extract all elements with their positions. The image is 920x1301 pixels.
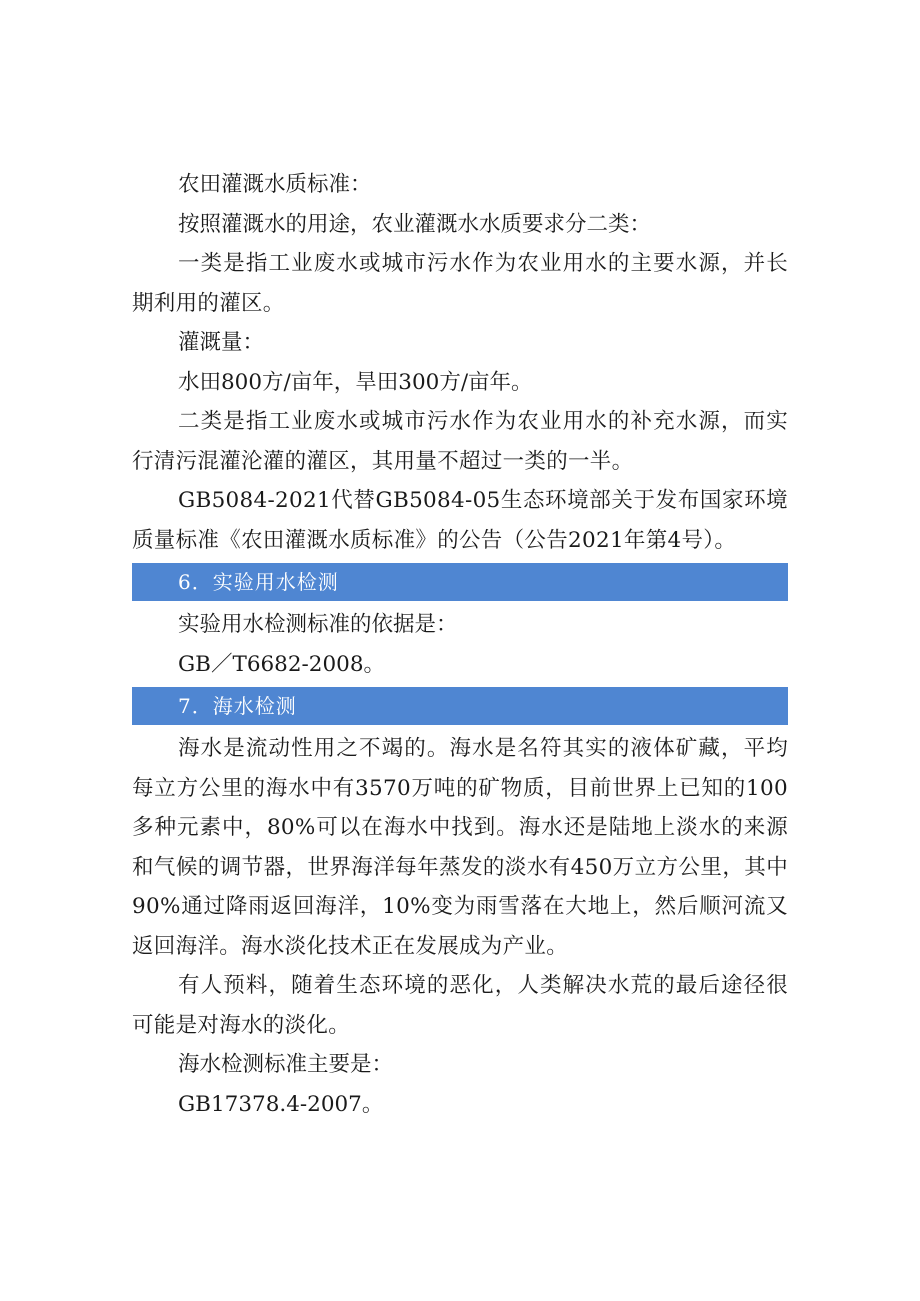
section-heading-text: 6．实验用水检测	[178, 570, 339, 594]
paragraph: 海水检测标准主要是：	[178, 1052, 394, 1077]
section-heading-6	[132, 563, 788, 601]
paragraph: GB／T6682-2008。	[178, 651, 386, 677]
paragraph: 二类是指工业废水或城市污水作为农业用水的补充水源，而实行清污混灌沦灌的灌区，其用量不超过一类的一半。	[132, 409, 788, 474]
paragraph: 一类是指工业废水或城市污水作为农业用水的主要水源，并长期利用的灌区。	[132, 251, 788, 316]
paragraph: 灌溉量：	[178, 330, 265, 355]
section-heading-text: 7．海水检测	[178, 694, 297, 718]
paragraph: 水田800方/亩年，旱田300方/亩年。	[178, 369, 533, 395]
document-body	[132, 165, 788, 1124]
paragraph: 海水是流动性用之不竭的。海水是名符其实的液体矿藏，平均每立方公里的海水中有3570万吨的矿物质，目前世界上已知的100多种元素中，80%可以在海水中找到。海水还是陆地上淡水的来源和气候的调节器，世界海洋每年蒸发的淡水有450万立方公里，其中90%通过降雨返回海洋，10%变为雨雪落在大地上，然后顺河流又返回海洋。海水淡化技术正在发展成为产业。	[132, 736, 788, 959]
paragraph: 实验用水检测标准的依据是：	[178, 612, 458, 637]
paragraph: 按照灌溉水的用途，农业灌溉水水质要求分二类：	[178, 211, 652, 237]
paragraph: 农田灌溉水质标准：	[178, 172, 372, 197]
paragraph: GB5084-2021代替GB5084-05生态环境部关于发布国家环境质量标准《农田灌溉水质标准》的公告（公告2021年第4号）。	[132, 488, 788, 553]
paragraph: GB17378.4-2007。	[178, 1091, 384, 1117]
section-heading-7	[132, 687, 788, 725]
paragraph: 有人预料，随着生态环境的恶化，人类解决水荒的最后途径很可能是对海水的淡化。	[132, 973, 788, 1038]
